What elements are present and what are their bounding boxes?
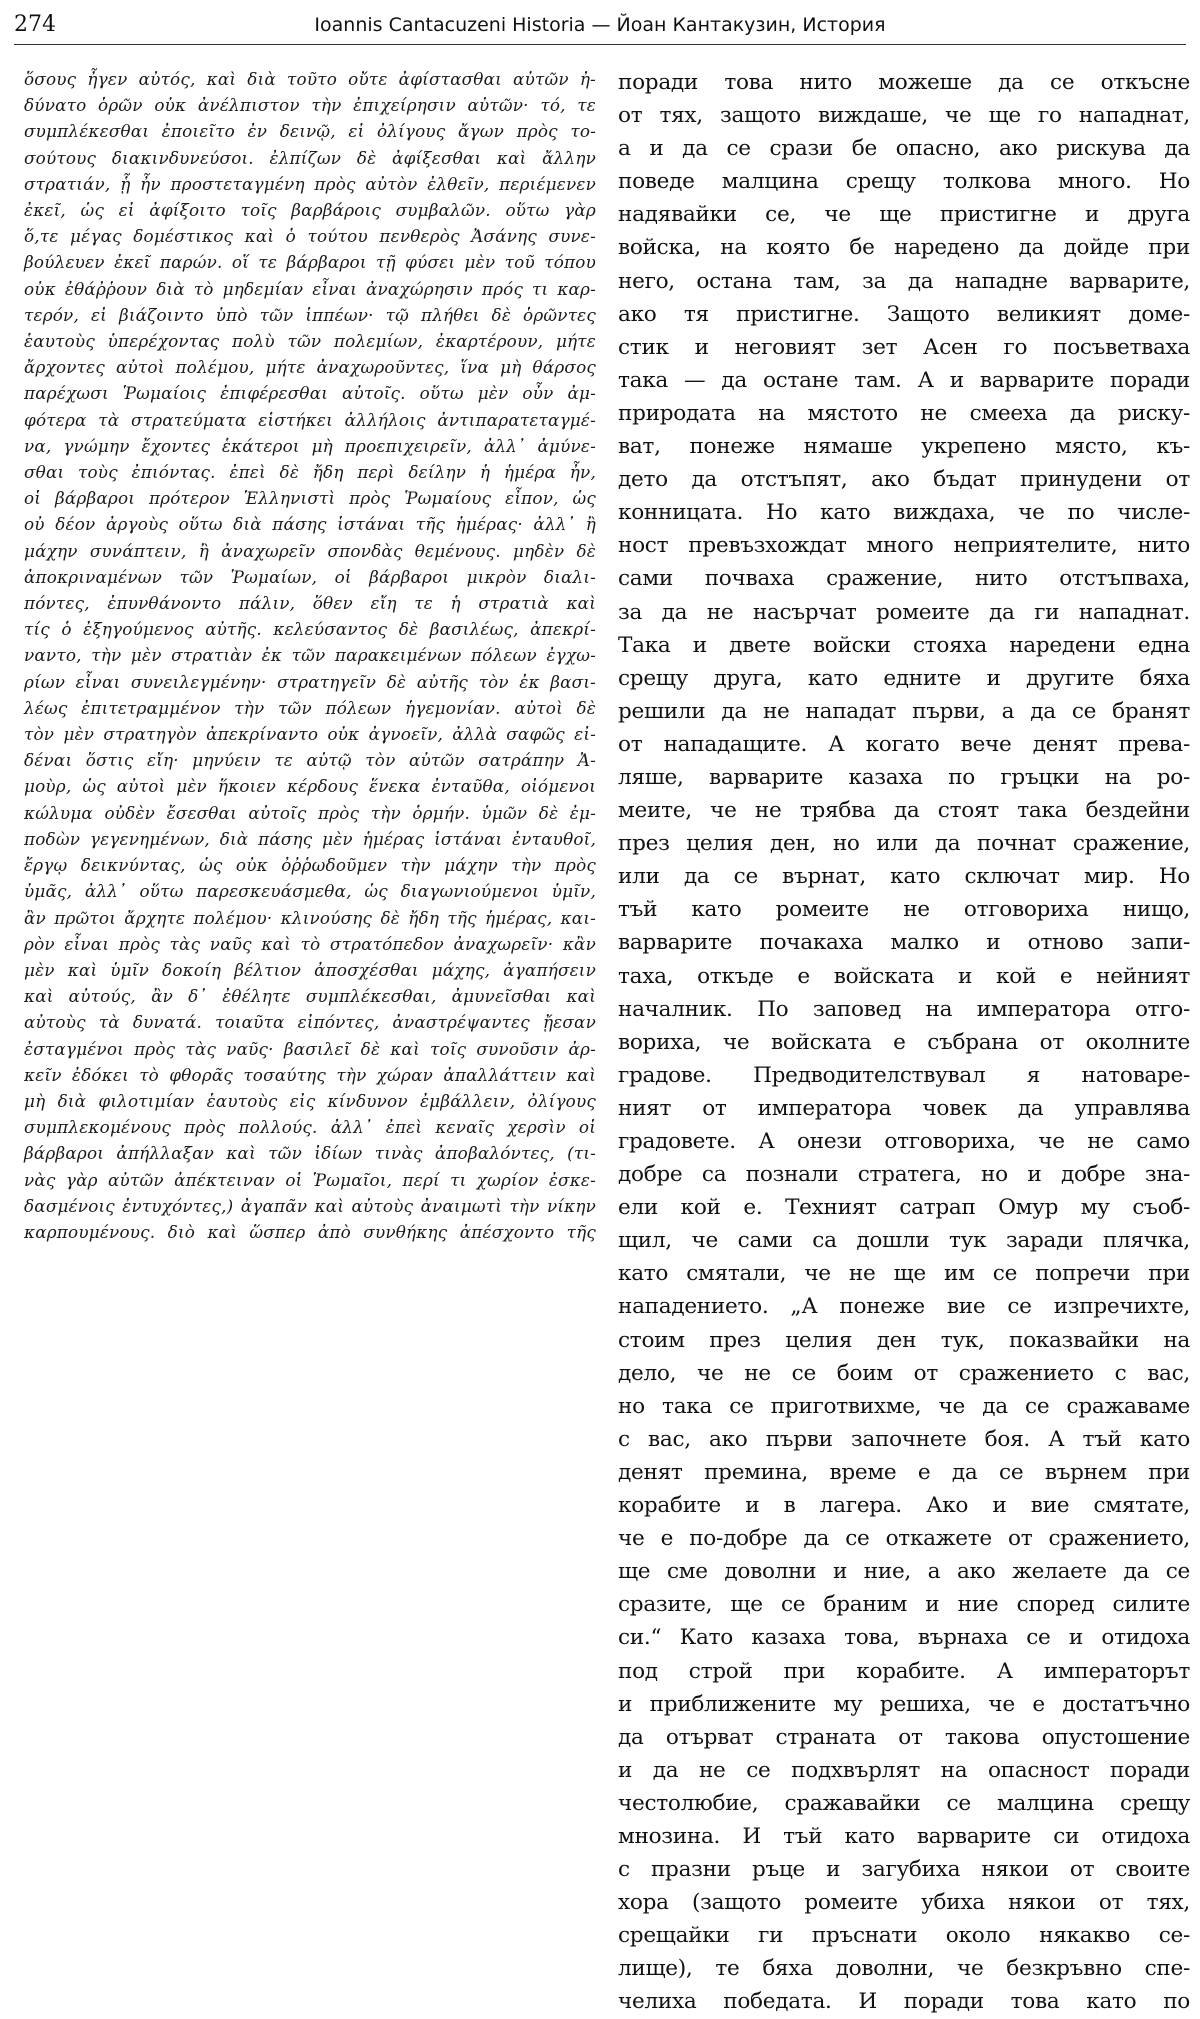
- bulgarian-text-line: ват, понеже нямаше укрепено място, къ-: [618, 434, 1190, 460]
- greek-text-line: ὅσους ἦγεν αὐτός, καὶ διὰ τοῦτο οὔτε ἀφίστασθαι αὐτῶν ἠ-: [24, 69, 596, 89]
- greek-text-line: σούτους διακινδυνεύσοι. ἐλπίζων δὲ ἀφίξεσθαι καὶ ἄλλην: [24, 147, 596, 168]
- bulgarian-text-line: челиха победата. И поради това като по: [618, 1989, 1190, 2015]
- greek-text-line: κεῖν ἐδόκει τὸ φθορᾶς τοσαύτης τὴν χώραν ἀπαλλάττειν καὶ: [24, 1064, 596, 1085]
- greek-text-line: ἐσταγμένοι πρὸς τὰς ναῦς· βασιλεῖ δὲ καὶ τοῖς συνοῦσιν ἀρ-: [24, 1038, 596, 1059]
- bulgarian-text-line: войска, на която бе наредено да дойде при: [618, 235, 1190, 261]
- bulgarian-text-line: таха, откъде е войската и кой е нейният: [618, 963, 1190, 989]
- bulgarian-text-line: тъй като ромеите не отговориха нищо,: [618, 897, 1190, 923]
- bulgarian-text-line: сразите, ще се браним и ние според силите: [618, 1592, 1190, 1618]
- greek-text-line: ἄρχοντες αὐτοὶ πολέμου, μήτε ἀναχωροῦντες, ἵνα μὴ θάρσος: [24, 357, 596, 378]
- bulgarian-text-line: мнозина. И тъй като варварите си отидоха: [618, 1823, 1190, 1849]
- bulgarian-text-line: ели кой е. Техният сатрап Омур му съоб-: [618, 1195, 1190, 1221]
- bulgarian-text-line: щил, че сами са дошли тук заради плячка,: [618, 1228, 1190, 1254]
- greek-text-line: τερόν, εἰ βιάζοιντο ὑπὸ τῶν ἱππέων· τῷ πλήθει δὲ ὁρῶντες: [24, 304, 596, 325]
- bulgarian-text-line: да отърват страната от такова опустошение: [618, 1724, 1190, 1750]
- bulgarian-text-line: лище), те бяха доволни, че безкръвно спе-: [618, 1956, 1190, 1982]
- page-number: 274: [14, 12, 56, 37]
- greek-text-line: συμπλέκεσθαι ἐποιεῖτο ἐν δεινῷ, εἰ ὀλίγους ἄγων πρὸς το-: [24, 121, 596, 142]
- greek-text-line: καρπουμένους. διὸ καὶ ὥσπερ ἀπὸ συνθήκης ἀπέσχοντο τῆς: [24, 1221, 596, 1242]
- bulgarian-text-line: решили да не нападат първи, а да се бранят: [618, 698, 1190, 724]
- greek-text-line: να, γνώμην ἔχοντες ἑκάτεροι μὴ προεπιχειρεῖν, ἀλλ᾽ ἀμύνε-: [24, 435, 596, 456]
- greek-text-line: λέως ἐπιτετραμμένον τὴν τῶν πόλεων ἡγεμονίαν. αὐτοὶ δὲ: [24, 697, 596, 718]
- greek-text-line: μὲν καὶ ὑμῖν δοκοίη βέλτιον ἀποσχέσθαι μάχης, ἀγαπήσειν: [24, 959, 596, 980]
- running-title: Ioannis Cantacuzeni Historia — Йоан Кантакузин, История: [314, 14, 886, 36]
- bulgarian-text-line: сами почваха сражение, нито отстъпваха,: [618, 566, 1190, 592]
- greek-text-line: μάχην συνάπτειν, ἢ ἀναχωρεῖν σπονδὰς θεμένους. μηδὲν δὲ: [24, 540, 596, 561]
- greek-text-line: παρέχωσι Ῥωμαίοις ἐπιφέρεσθαι αὐτοῖς. οὕτω μὲν οὖν ἀμ-: [24, 383, 596, 404]
- bulgarian-text-line: началник. По заповед на императора отго-: [618, 996, 1190, 1022]
- bulgarian-text-line: от нападащите. А когато вече денят прева-: [618, 731, 1190, 757]
- bulgarian-text-line: така — да остане там. А и варварите поради: [618, 367, 1190, 393]
- bulgarian-text-line: ляше, варварите казаха по гръцки на ро-: [618, 764, 1190, 790]
- bulgarian-text-line: градовете. А онези отговориха, че не само: [618, 1129, 1190, 1154]
- greek-text-line: ἐκεῖ, ὡς εἰ ἀφίξοιτο τοῖς βαρβάροις συμβαλῶν. οὕτω γὰρ: [24, 200, 596, 221]
- greek-text-line: δέναι ὅστις εἴη· μηνύειν τε αὐτῷ τὸν αὐτῶν σατράπην Ἀ-: [24, 750, 596, 771]
- greek-text-line: καὶ αὐτούς, ἂν δ᾽ ἐθέλητε συμπλέκεσθαι, ἀμυνεῖσθαι καὶ: [24, 986, 596, 1007]
- greek-text-line: συμπλεκομένους πρὸς πολλούς. ἀλλ᾽ ἐπεὶ κεναῖς χερσὶν οἱ: [24, 1117, 596, 1138]
- bulgarian-text-line: Така и двете войски стояха наредени една: [618, 632, 1190, 658]
- bulgarian-text-line: корабите и в лагера. Ако и вие смятате,: [618, 1493, 1190, 1519]
- greek-text-line: αὐτοὺς τὰ δυνατά. τοιαῦτα εἰπόντες, ἀναστρέψαντες ᾔεσαν: [24, 1012, 596, 1033]
- bulgarian-text-line: поради това нито можеше да се откъсне: [618, 70, 1190, 95]
- bulgarian-text-line: добре са познали стратега, но и добре зна-: [618, 1162, 1190, 1188]
- greek-text-line: βάρβαροι ἀπήλλαξαν καὶ τῶν ἰδίων τινὰς ἀποβαλόντες, (τι-: [24, 1143, 596, 1164]
- page-header: [14, 8, 1186, 42]
- bulgarian-text-line: че е по-добре да се откажете от сражението,: [618, 1526, 1190, 1552]
- bulgarian-text-line: природата на мястото не смееха да риску-: [618, 400, 1190, 426]
- bulgarian-text-line: конницата. Но като виждаха, че по числе-: [618, 500, 1190, 526]
- bulgarian-text-line: варварите почакаха малко и отново запи-: [618, 930, 1190, 956]
- bulgarian-text-line: честолюбие, сражавайки се малцина срещу: [618, 1790, 1190, 1816]
- greek-text-line: βούλευεν ἐκεῖ παρών. οἵ τε βάρβαροι τῇ φύσει μὲν τοῦ τόπου: [24, 252, 596, 273]
- bulgarian-text-line: градове. Предводителствувал я натоваре-: [618, 1062, 1190, 1088]
- greek-text-line: ναντο, τὴν μὲν στρατιὰν ἐκ τῶν παρακειμένων πόλεων ἐγχω-: [24, 645, 596, 666]
- bulgarian-text-column: [618, 66, 1190, 2019]
- bulgarian-text-line: надявайки се, че ще пристигне и друга: [618, 202, 1190, 228]
- greek-text-column: [24, 66, 596, 1245]
- bulgarian-text-line: денят премина, време е да се върнем при: [618, 1459, 1190, 1485]
- greek-text-line: δασμένοις ἐντυχόντες,) ἀγαπᾶν καὶ αὐτοὺς ἀναιμωτὶ τὴν νίκην: [24, 1195, 596, 1216]
- bulgarian-text-line: ност превъзхождат много неприятелите, нито: [618, 533, 1190, 559]
- greek-text-line: μοὺρ, ὡς αὐτοὶ μὲν ἥκοιεν κέρδους ἕνεκα ἐνταῦθα, οἰόμενοι: [24, 776, 596, 797]
- bulgarian-text-line: или да се върнат, като сключат мир. Но: [618, 864, 1190, 890]
- greek-text-line: ὑμᾶς, ἀλλ᾽ οὕτω παρεσκευάσμεθα, ὡς διαγωνιούμενοι ὑμῖν,: [24, 881, 596, 902]
- greek-text-line: οἱ βάρβαροι πρότερον Ἑλληνιστὶ πρὸς Ῥωμαίους εἶπον, ὡς: [24, 488, 596, 509]
- greek-text-line: νὰς γὰρ αὐτῶν ἀπέκτειναν οἱ Ῥωμαῖοι, περί τι χωρίον ἐσκε-: [24, 1169, 596, 1190]
- bulgarian-text-line: а и да се срази бе опасно, ако рискува да: [618, 136, 1190, 162]
- greek-text-line: ρὸν εἶναι πρὸς τὰς ναῦς καὶ τὸ στρατόπεδον ἀναχωρεῖν· κἂν: [24, 933, 596, 954]
- greek-text-line: ἀποκριναμένων τῶν Ῥωμαίων, οἱ βάρβαροι μικρὸν διαλι-: [24, 566, 596, 587]
- bulgarian-text-line: от тях, защото виждаше, че ще го нападнат,: [618, 103, 1190, 129]
- greek-text-line: τίς ὁ ἐξηγούμενος αὐτῆς. κελεύσαντος δὲ βασιλέως, ἀπεκρί-: [24, 619, 596, 640]
- bulgarian-text-line: и да не се подхвърлят на опасност поради: [618, 1757, 1190, 1783]
- greek-text-line: τὸν μὲν στρατηγὸν ἀπεκρίναντο οὐκ ἀγνοεῖν, ἀλλὰ σαφῶς εἰ-: [24, 724, 596, 745]
- bulgarian-text-line: през целия ден, но или да почнат сражение,: [618, 831, 1190, 857]
- greek-text-line: ὅ,τε μέγας δομέστικος καὶ ὁ τούτου πενθερὸς Ἀσάνης συνε-: [24, 226, 596, 247]
- greek-text-line: ἂν πρῶτοι ἄρχητε πολέμου· κλινούσης δὲ ἤδη τῆς ἡμέρας, και-: [24, 907, 596, 928]
- bulgarian-text-line: ще сме доволни и ние, а ако желаете да се: [618, 1559, 1190, 1585]
- greek-text-line: φότερα τὰ στρατεύματα εἱστήκει ἀλλήλοις ἀντιπαρατεταγμέ-: [24, 409, 596, 430]
- greek-text-line: δύνατο ὁρῶν οὐκ ἀνέλπιστον τὴν ἐπιχείρησιν αὐτῶν· τό, τε: [24, 95, 596, 116]
- bulgarian-text-line: и приближените му решиха, че е достатъчно: [618, 1691, 1190, 1717]
- greek-text-line: ἑαυτοὺς ὑπερέχοντας πολὺ τῶν πολεμίων, ἐκαρτέρουν, μήτε: [24, 331, 596, 352]
- bulgarian-text-line: с празни ръце и загубиха някои от своите: [618, 1857, 1190, 1883]
- bulgarian-text-line: него, остана там, за да нападне варварите,: [618, 268, 1190, 294]
- bulgarian-text-line: си.“ Като казаха това, върнаха се и отидоха: [618, 1625, 1190, 1651]
- bulgarian-text-line: стик и неговият зет Асен го посъветваха: [618, 334, 1190, 360]
- greek-text-line: σθαι τοὺς ἐπιόντας. ἐπεὶ δὲ ἤδη περὶ δείλην ἡ ἡμέρα ἦν,: [24, 462, 596, 483]
- bulgarian-text-line: за да не насърчат ромеите да ги нападнат.: [618, 599, 1190, 625]
- greek-text-line: μὴ διὰ φιλοτιμίαν ἑαυτοὺς εἰς κίνδυνον ἐμβάλλειν, ὀλίγους: [24, 1090, 596, 1111]
- header-rule: [14, 44, 1186, 45]
- bulgarian-text-line: нападението. „А понеже вие се изпречихте,: [618, 1294, 1190, 1320]
- bulgarian-text-line: срещу друга, като едните и другите бяха: [618, 665, 1190, 691]
- bulgarian-text-line: дето да отстъпят, ако бъдат принудени от: [618, 467, 1190, 493]
- greek-text-line: ρίων εἶναι συνειλεγμένην· στρατηγεῖν δὲ αὐτῆς τὸν ἐκ βασι-: [24, 671, 596, 692]
- greek-text-line: κώλυμα οὐδὲν ἔσεσθαι αὐτοῖς πρὸς τὴν ὁρμήν. ὑμῶν δὲ ἐμ-: [24, 802, 596, 823]
- bulgarian-text-line: но така се приготвихме, че да се сражаваме: [618, 1393, 1190, 1419]
- greek-text-line: στρατιάν, ᾗ ἦν προστεταγμένη πρὸς αὐτὸν ἐλθεῖν, περιέμενεν: [24, 173, 596, 194]
- bulgarian-text-line: хора (защото ромеите убиха някои от тях,: [618, 1890, 1190, 1916]
- bulgarian-text-line: под строй при корабите. А императорът: [618, 1658, 1190, 1684]
- bulgarian-text-line: дело, че не се боим от сражението с вас,: [618, 1360, 1190, 1386]
- bulgarian-text-line: с вас, ако първи започнете боя. А тъй като: [618, 1426, 1190, 1452]
- bulgarian-text-line: срещайки ги пръснати около някакво се-: [618, 1923, 1190, 1949]
- bulgarian-text-line: ният от императора човек да управлява: [618, 1095, 1190, 1121]
- greek-text-line: οὐ δέον ἀργοὺς οὕτω διὰ πάσης ἱστάναι τῆς ἡμέρας· ἀλλ᾽ ἢ: [24, 514, 596, 535]
- greek-text-line: ἔργῳ δεικνύντας, ὡς οὐκ ὀῤῥωδοῦμεν τὴν μάχην τὴν πρὸς: [24, 855, 596, 876]
- bulgarian-text-line: стоим през целия ден тук, показвайки на: [618, 1327, 1190, 1353]
- bulgarian-text-line: вориха, че войската е събрана от околните: [618, 1029, 1190, 1055]
- greek-text-line: ποδὼν γεγενημένων, διὰ πάσης μὲν ἡμέρας ἱστάναι ἐνταυθοῖ,: [24, 828, 596, 849]
- bulgarian-text-line: като смятали, че не ще им се попречи при: [618, 1261, 1190, 1287]
- bulgarian-text-line: ако тя пристигне. Защото великият доме-: [618, 301, 1190, 327]
- greek-text-line: οὐκ ἐθάῤῥουν διὰ τὸ μηδεμίαν εἶναι ἀναχώρησιν πρός τι καρ-: [24, 278, 596, 299]
- bulgarian-text-line: меите, че не трябва да стоят така бездейни: [618, 798, 1190, 824]
- greek-text-line: πόντες, ἐπυνθάνοντο πάλιν, ὅθεν εἴη τε ἡ στρατιὰ καὶ: [24, 593, 596, 614]
- bulgarian-text-line: поведе малцина срещу толкова много. Но: [618, 169, 1190, 195]
